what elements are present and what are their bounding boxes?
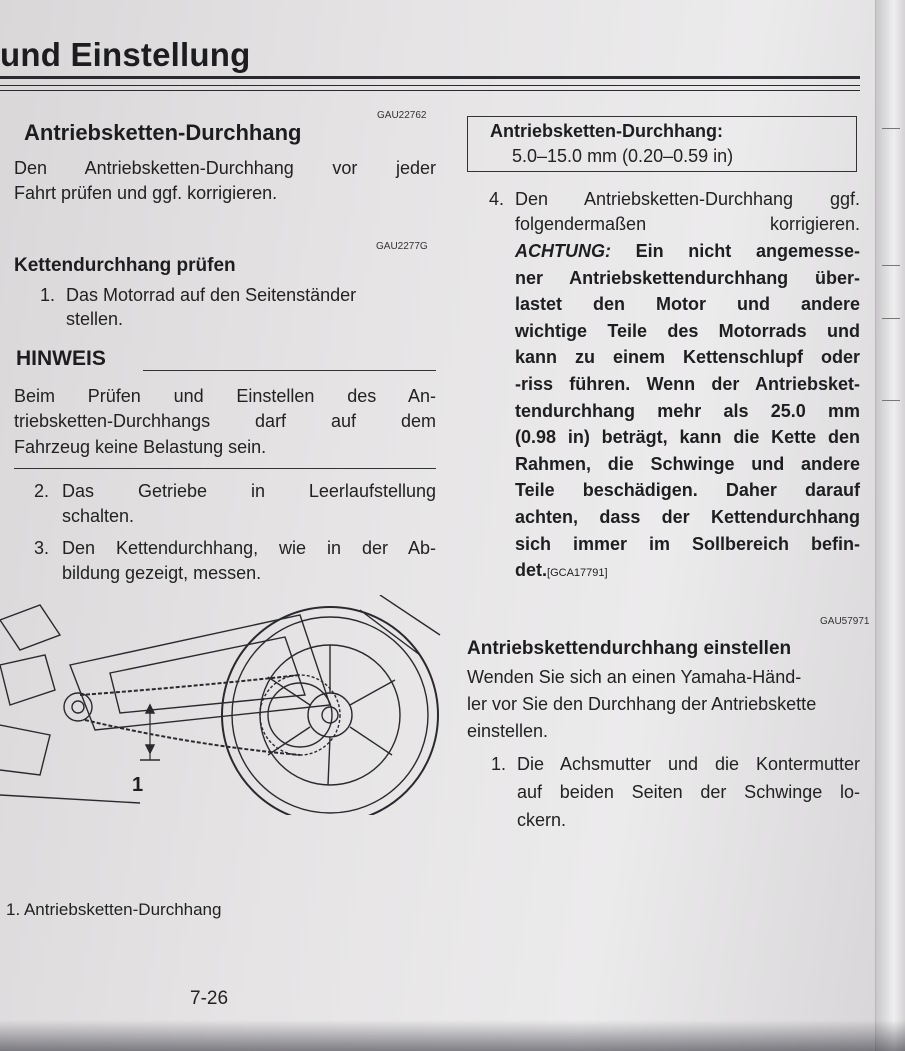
body-text-line: einstellen. [467, 721, 549, 741]
section-title: Antriebskettendurchhang einstellen [467, 638, 792, 659]
header-rule-thin-1 [0, 85, 860, 86]
drive-chain-illustration [0, 595, 445, 815]
warning-text-line: Rahmen, die Schwinge und andere [515, 453, 860, 474]
step-text-line: stellen. [66, 309, 124, 329]
warning-text-line: -riss führen. Wenn der Antriebsket- [515, 374, 860, 394]
step-number: 4. [489, 189, 505, 209]
warning-code: [GCA17791] [547, 567, 608, 580]
figure-caption: 1. Antriebsketten-Durchhang [6, 900, 222, 919]
step-text-line: Die Achsmutter und die Kontermutter [517, 754, 860, 774]
next-page-edge [875, 0, 905, 1051]
note-title: HINWEIS [16, 347, 106, 370]
warning-text-line: kann zu einem Kettenschlupf oder [515, 347, 860, 368]
warning-text-line: ner Antriebskettendurchhang über- [515, 267, 860, 288]
body-text-line: Den Antriebsketten-Durchhang vor jeder [14, 158, 436, 178]
warning-text-line: wichtige Teile des Motorrads und [515, 320, 860, 341]
note-title-rule [143, 370, 436, 371]
warning-text-line: tendurchhang mehr als 25.0 mm [515, 400, 860, 421]
note-text-line: Beim Prüfen und Einstellen des An- [14, 386, 436, 406]
note-bottom-rule [14, 468, 436, 469]
section-code: GAU57971 [820, 616, 870, 627]
body-text-line: Fahrt prüfen und ggf. korrigieren. [14, 183, 278, 203]
chapter-header-title: und Einstellung [0, 36, 251, 73]
body-text-line: ler vor Sie den Durchhang der Antriebskette [467, 694, 817, 714]
step-number: 2. [34, 481, 50, 501]
header-rule-thick [0, 76, 860, 79]
header-rule-thin-2 [0, 90, 860, 91]
note-text-line: triebsketten-Durchhangs darf auf dem [14, 411, 436, 431]
step-number: 1. [491, 754, 507, 774]
warning-text-last [515, 557, 608, 587]
section-title: Kettendurchhang prüfen [14, 255, 236, 276]
warning-text-line: achten, dass der Kettendurchhang [515, 507, 860, 527]
step-text-line: schalten. [62, 506, 135, 526]
body-text-line: Wenden Sie sich an einen Yamaha-Händ- [467, 667, 802, 687]
spec-value: 5.0–15.0 mm (0.20–0.59 in) [512, 146, 734, 166]
section-title: Antriebsketten-Durchhang [24, 120, 302, 145]
section-code: GAU2277G [376, 241, 428, 252]
photo-shadow [0, 1020, 905, 1051]
warning-last-word: det. [515, 560, 548, 581]
specification-box [467, 116, 857, 172]
step-text-line: folgendermaßen korrigieren. [515, 214, 860, 234]
step-text-line: ckern. [517, 810, 567, 830]
warning-text-line: lastet den Motor und andere [515, 294, 860, 315]
figure-callout-number: 1 [132, 774, 144, 796]
warning-text-line: ACHTUNG: Ein nicht angemesse- [515, 241, 860, 261]
warning-label: ACHTUNG: [515, 241, 611, 261]
step-text-line: Das Getriebe in Leerlaufstellung [62, 481, 436, 501]
step-text-line: Den Kettendurchhang, wie in der Ab- [62, 538, 436, 558]
step-text-line: Den Antriebsketten-Durchhang ggf. [515, 189, 860, 209]
step-text-line: Das Motorrad auf den Seitenständer [66, 285, 357, 305]
step-number: 1. [40, 285, 56, 305]
warning-text-line: Teile beschädigen. Daher darauf [515, 480, 860, 501]
step-number: 3. [34, 538, 50, 558]
warning-text-line: (0.98 in) beträgt, kann die Kette den [515, 427, 860, 448]
step-text-line: bildung gezeigt, messen. [62, 563, 262, 583]
note-text-line: Fahrzeug keine Belastung sein. [14, 437, 267, 457]
section-code: GAU22762 [377, 110, 427, 121]
step-text-line: auf beiden Seiten der Schwinge lo- [517, 782, 860, 802]
page-number: 7-26 [190, 988, 229, 1009]
spec-label: Antriebsketten-Durchhang: [490, 121, 724, 141]
warning-text-line: sich immer im Sollbereich befin- [515, 533, 860, 554]
